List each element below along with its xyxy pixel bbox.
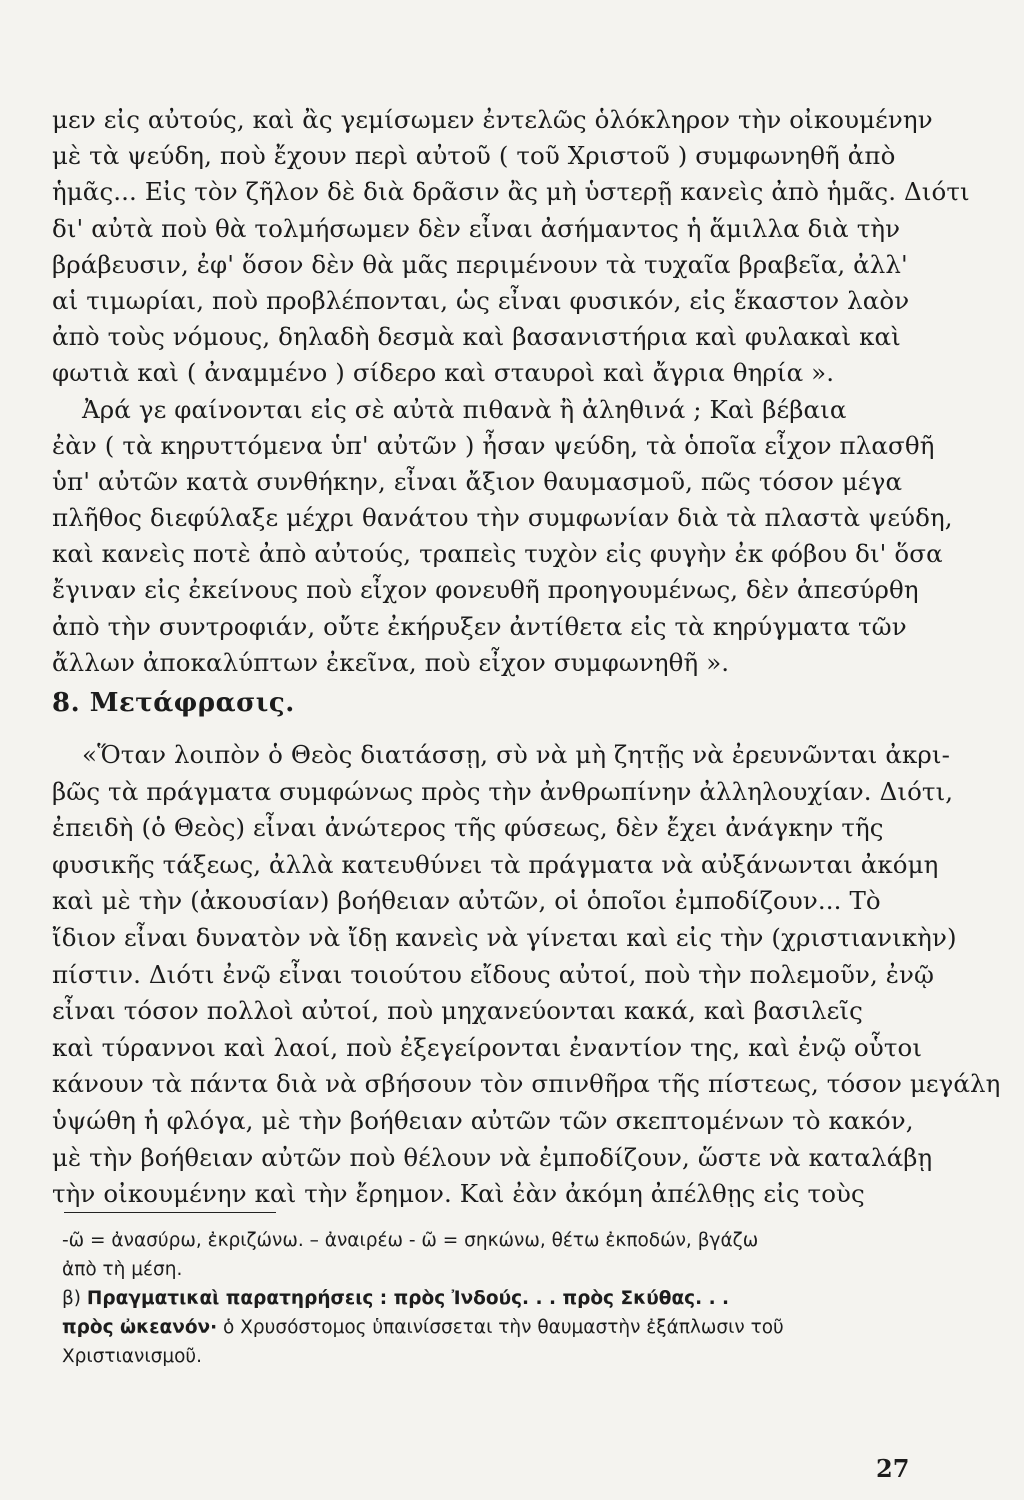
body-line: ὑπ' αὐτῶν κατὰ συνθήκην, εἶναι ἄξιον θαυμασμοῦ, πῶς τόσον μέγα [52, 466, 903, 496]
body-line: ἀπὸ τὴν συντροφιάν, οὔτε ἐκήρυξεν ἀντίθετα εἰς τὰ κηρύγματα τῶν [52, 611, 907, 641]
footnotes [62, 1226, 912, 1371]
body-line: ἡμᾶς... Εἰς τὸν ζῆλον δὲ διὰ δρᾶσιν ἂς μὴ ὑστερῇ κανεὶς ἀπὸ ἡμᾶς. Διότι [52, 177, 970, 207]
body-line: ἄλλων ἀποκαλύπτων ἐκεῖνα, ποὺ εἶχον συμφωνηθῆ ». [52, 647, 730, 677]
body-line: Ἀρά γε φαίνονται εἰς σὲ αὐτὰ πιθανὰ ἢ ἀληθινά ; Καὶ βέβαια [82, 394, 847, 424]
footnote-text: ὁ Χρυσόστομος ὑπαινίσσεται τὴν θαυμαστὴν ἐξάπλωσιν τοῦ [217, 1317, 784, 1338]
translation-text [52, 737, 1001, 1213]
footnote-marker: β) [62, 1288, 82, 1309]
body-line: δι' αὐτὰ ποὺ θὰ τολμήσωμεν δὲν εἶναι ἀσήμαντος ἡ ἅμιλλα διὰ τὴν [52, 213, 901, 243]
body-line: μὲ τὰ ψεύδη, ποὺ ἔχουν περὶ αὐτοῦ ( τοῦ Χριστοῦ ) συμφωνηθῆ ἀπὸ [52, 141, 896, 171]
translation-line: καὶ μὲ τὴν (ἀκουσίαν) βοήθειαν αὐτῶν, οἱ ὁποῖοι ἐμποδίζουν... Τὸ [52, 886, 881, 916]
footnote-line [62, 1284, 912, 1313]
body-line: ἀπὸ τοὺς νόμους, δηλαδὴ δεσμὰ καὶ βασανιστήρια καὶ φυλακαὶ καὶ [52, 322, 901, 352]
translation-line: βῶς τὰ πράγματα συμφώνως πρὸς τὴν ἀνθρωπίνην ἀλληλουχίαν. Διότι, [52, 776, 954, 806]
body-line: φωτιὰ καὶ ( ἀναμμένο ) σίδερο καὶ σταυροὶ καὶ ἄγρια θηρία ». [52, 358, 835, 388]
footnote-bold-text: Πραγματικαὶ παρατηρήσεις : πρὸς Ἰνδούς. . . πρὸς Σκύθας. . . [86, 1288, 730, 1309]
translation-line: «Ὅταν λοιπὸν ὁ Θεὸς διατάσσῃ, σὺ νὰ μὴ ζητῇς νὰ ἐρευνῶνται ἀκρι- [82, 740, 950, 769]
body-line: βράβευσιν, ἐφ' ὅσον δὲν θὰ μᾶς περιμένουν τὰ τυχαῖα βραβεῖα, ἀλλ' [52, 249, 908, 279]
page-number: 27 [876, 1454, 910, 1483]
translation-line: καὶ τύραννοι καὶ λαοί, ποὺ ἐξεγείρονται ἐναντίον της, καὶ ἐνῷ οὗτοι [52, 1032, 923, 1062]
translation-line: πίστιν. Διότι ἐνῷ εἶναι τοιούτου εἴδους αὐτοί, ποὺ τὴν πολεμοῦν, ἐνῷ [52, 959, 935, 989]
translation-line: ὑψώθη ἡ φλόγα, μὲ τὴν βοήθειαν αὐτῶν τῶν σκεπτομένων τὸ κακόν, [52, 1105, 914, 1135]
translation-line: τὴν οἰκουμένην καὶ τὴν ἔρημον. Καὶ ἐὰν ἀκόμη ἀπέλθῃς εἰς τοὺς [52, 1179, 865, 1209]
body-line: ἐὰν ( τὰ κηρυττόμενα ὑπ' αὐτῶν ) ἦσαν ψεύδη, τὰ ὁποῖα εἶχον πλασθῆ [52, 430, 935, 460]
footnote-line: Χριστιανισμοῦ. [62, 1346, 202, 1367]
footnote-bold-text: πρὸς ὠκεανόν· [62, 1317, 218, 1338]
body-line: καὶ κανεὶς ποτὲ ἀπὸ αὐτούς, τραπεὶς τυχὸν εἰς φυγὴν ἐκ φόβου δι' ὅσα [52, 539, 943, 569]
body-text [52, 102, 970, 681]
footnote-divider [64, 1212, 276, 1213]
body-line: ἔγιναν εἰς ἐκείνους ποὺ εἶχον φονευθῆ προηγουμένως, δὲν ἀπεσύρθη [52, 575, 919, 605]
section-heading: 8. Μετάφρασις. [52, 688, 295, 718]
translation-line: φυσικῆς τάξεως, ἀλλὰ κατευθύνει τὰ πράγματα νὰ αὐξάνωνται ἀκόμη [52, 849, 939, 879]
translation-line: κάνουν τὰ πάντα διὰ νὰ σβήσουν τὸν σπινθῆρα τῆς πίστεως, τόσον μεγάλη [52, 1069, 1001, 1099]
translation-line: εἶναι τόσον πολλοὶ αὐτοί, ποὺ μηχανεύονται κακά, καὶ βασιλεῖς [52, 996, 863, 1026]
translation-line: ἴδιον εἶναι δυνατὸν νὰ ἴδῃ κανεὶς νὰ γίνεται καὶ εἰς τὴν (χριστιανικὴν) [52, 922, 957, 952]
body-line: πλῆθος διεφύλαξε μέχρι θανάτου τὴν συμφωνίαν διὰ τὰ πλαστὰ ψεύδη, [52, 503, 953, 533]
translation-line: μὲ τὴν βοήθειαν αὐτῶν ποὺ θέλουν νὰ ἐμποδίζουν, ὥστε νὰ καταλάβῃ [52, 1142, 933, 1172]
translation-line: ἐπειδὴ (ὁ Θεὸς) εἶναι ἀνώτερος τῆς φύσεως, δὲν ἔχει ἀνάγκην τῆς [52, 813, 884, 843]
footnote-line: -ῶ = ἀνασύρω, ἐκριζώνω. – ἀναιρέω - ῶ = σηκώνω, θέτω ἐκποδών, βγάζω [62, 1230, 759, 1251]
body-line: αἱ τιμωρίαι, ποὺ προβλέπονται, ὡς εἶναι φυσικόν, εἰς ἕκαστον λαὸν [52, 285, 910, 315]
body-line: μεν εἰς αὐτούς, καὶ ἂς γεμίσωμεν ἐντελῶς ὁλόκληρον τὴν οἰκουμένην [52, 105, 933, 134]
footnote-line: ἀπὸ τὴ μέση. [62, 1259, 183, 1280]
footnote-line [62, 1313, 912, 1342]
